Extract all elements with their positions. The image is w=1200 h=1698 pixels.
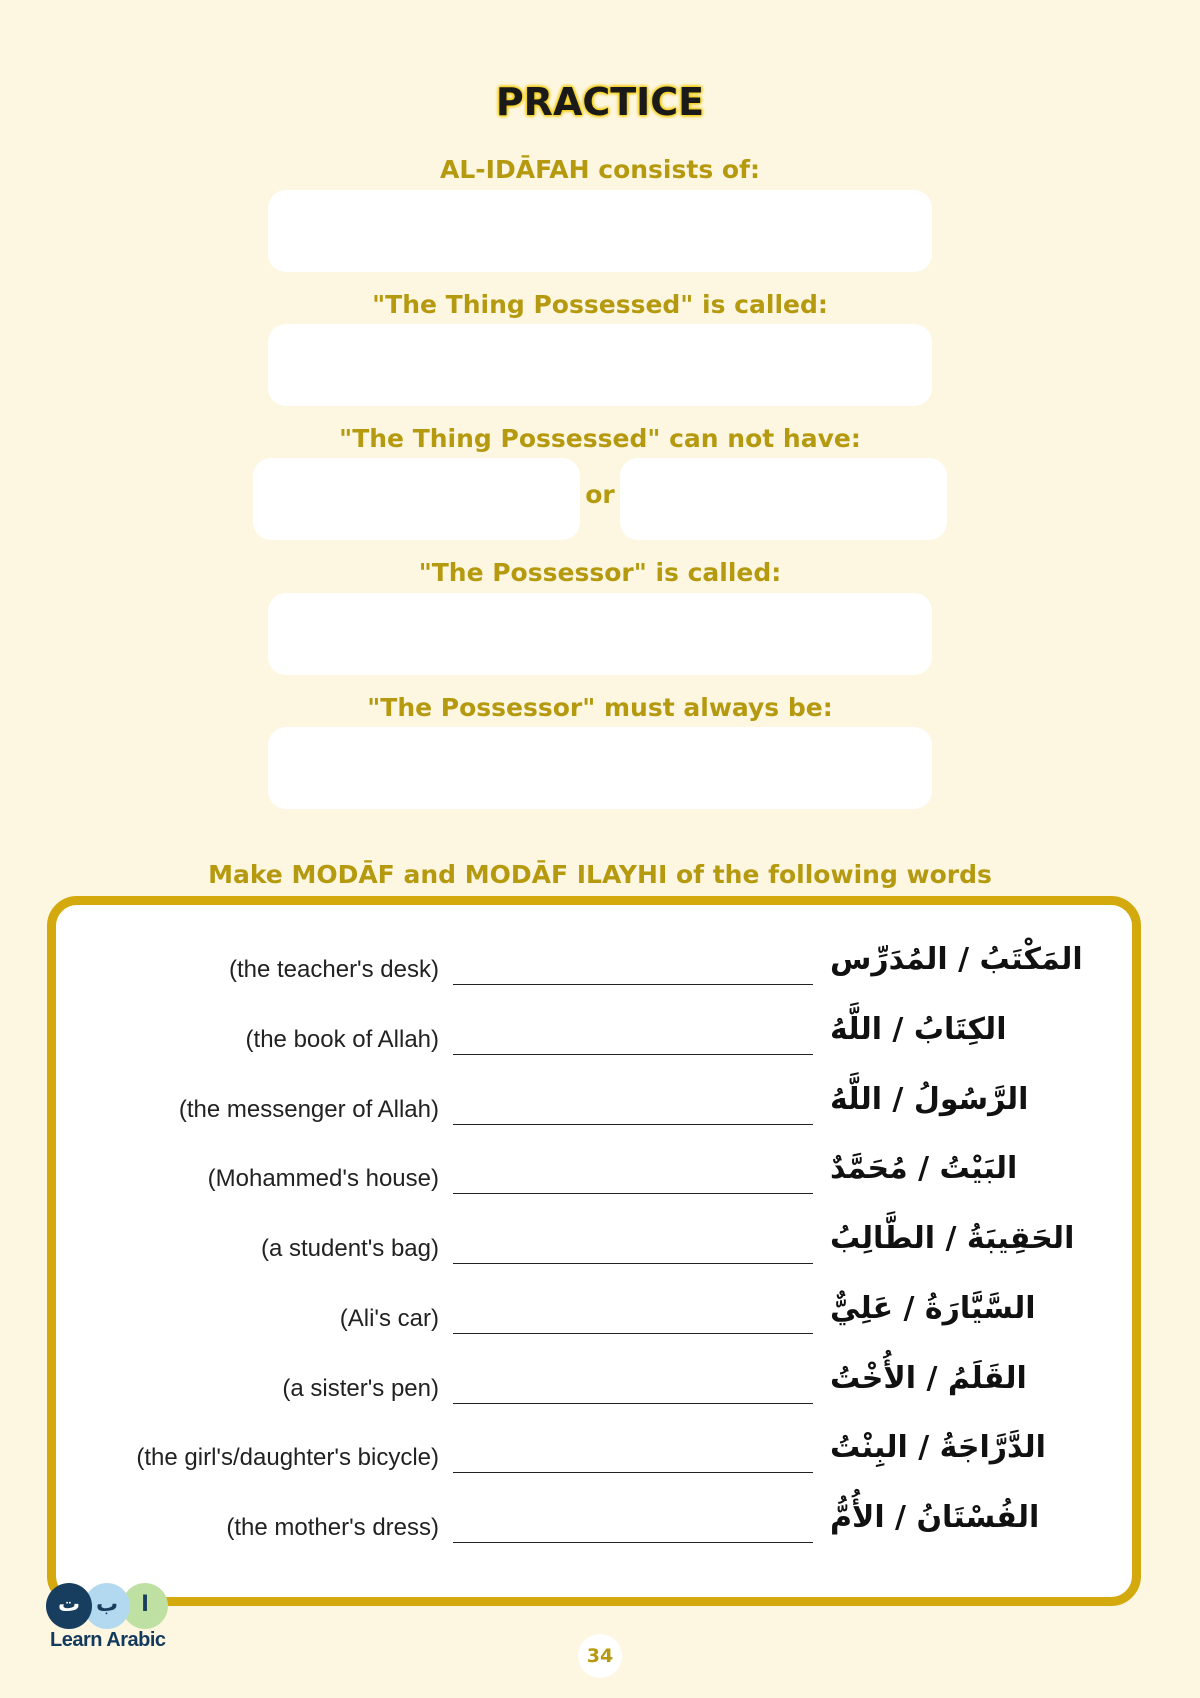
row-arabic: الكِتَابُ / اللَّهُ <box>830 1012 1007 1047</box>
answer-line[interactable] <box>453 1124 813 1125</box>
row-arabic: البَيْتُ / مُحَمَّدٌ <box>830 1151 1018 1186</box>
exercise-heading: Make MODĀF and MODĀF ILAYHI of the following words <box>208 860 992 889</box>
exercise-row <box>0 942 1200 1002</box>
exercise-row <box>0 1500 1200 1560</box>
answer-line[interactable] <box>453 1403 813 1404</box>
answer-line[interactable] <box>453 1054 813 1055</box>
answer-box-3a[interactable] <box>253 458 580 540</box>
row-arabic: الفُسْتَانُ / الأُمُّ <box>830 1500 1040 1535</box>
row-arabic: القَلَمُ / الأُخْتُ <box>830 1361 1027 1396</box>
question-4-label: "The Possessor" is called: <box>418 558 782 587</box>
answer-box-2[interactable] <box>268 324 932 406</box>
answer-box-5[interactable] <box>268 727 932 809</box>
answer-line[interactable] <box>453 1472 813 1473</box>
learn-arabic-logo <box>46 1583 171 1651</box>
row-english: (the messenger of Allah) <box>178 1096 439 1123</box>
question-5-label: "The Possessor" must always be: <box>367 693 833 722</box>
answer-line[interactable] <box>453 1193 813 1194</box>
answer-line[interactable] <box>453 1333 813 1334</box>
row-english: (Mohammed's house) <box>207 1165 439 1192</box>
row-english: (the book of Allah) <box>245 1026 439 1053</box>
exercise-row <box>0 1082 1200 1142</box>
exercise-row <box>0 1361 1200 1421</box>
row-english: (a student's bag) <box>260 1235 439 1262</box>
logo-text: Learn Arabic <box>50 1629 166 1651</box>
row-english: (the teacher's desk) <box>228 956 439 983</box>
question-3-label: "The Thing Possessed" can not have: <box>339 424 861 453</box>
exercise-row <box>0 1291 1200 1351</box>
question-2-label: "The Thing Possessed" is called: <box>372 290 828 319</box>
exercise-row <box>0 1221 1200 1281</box>
question-1-label: AL-IDĀFAH consists of: <box>440 155 760 184</box>
row-arabic: الدَّرَّاجَةُ / البِنْتُ <box>830 1430 1046 1465</box>
row-arabic: المَكْتَبُ / المُدَرِّس <box>830 942 1083 977</box>
or-connector: or <box>585 480 615 509</box>
page-title: PRACTICE <box>495 80 705 124</box>
row-arabic: الرَّسُولُ / اللَّهُ <box>830 1082 1029 1117</box>
row-english: (the girl's/daughter's bicycle) <box>136 1444 439 1471</box>
answer-line[interactable] <box>453 1263 813 1264</box>
logo-circle-ba: ب <box>84 1583 130 1629</box>
row-english: (the mother's dress) <box>226 1514 439 1541</box>
page-number: 34 <box>578 1634 622 1678</box>
logo-circle-alif: ا <box>122 1583 168 1629</box>
exercise-row <box>0 1430 1200 1490</box>
exercise-row <box>0 1151 1200 1211</box>
answer-box-1[interactable] <box>268 190 932 272</box>
row-arabic: السَّيَّارَةُ / عَلِيٌّ <box>830 1291 1036 1326</box>
exercise-row <box>0 1012 1200 1072</box>
answer-box-3b[interactable] <box>620 458 947 540</box>
row-arabic: الحَقِيبَةُ / الطَّالِبُ <box>830 1221 1075 1256</box>
answer-box-4[interactable] <box>268 593 932 675</box>
row-english: (a sister's pen) <box>282 1375 439 1402</box>
row-english: (Ali's car) <box>339 1305 439 1332</box>
answer-line[interactable] <box>453 1542 813 1543</box>
answer-line[interactable] <box>453 984 813 985</box>
logo-circle-ta: ت <box>46 1583 92 1629</box>
